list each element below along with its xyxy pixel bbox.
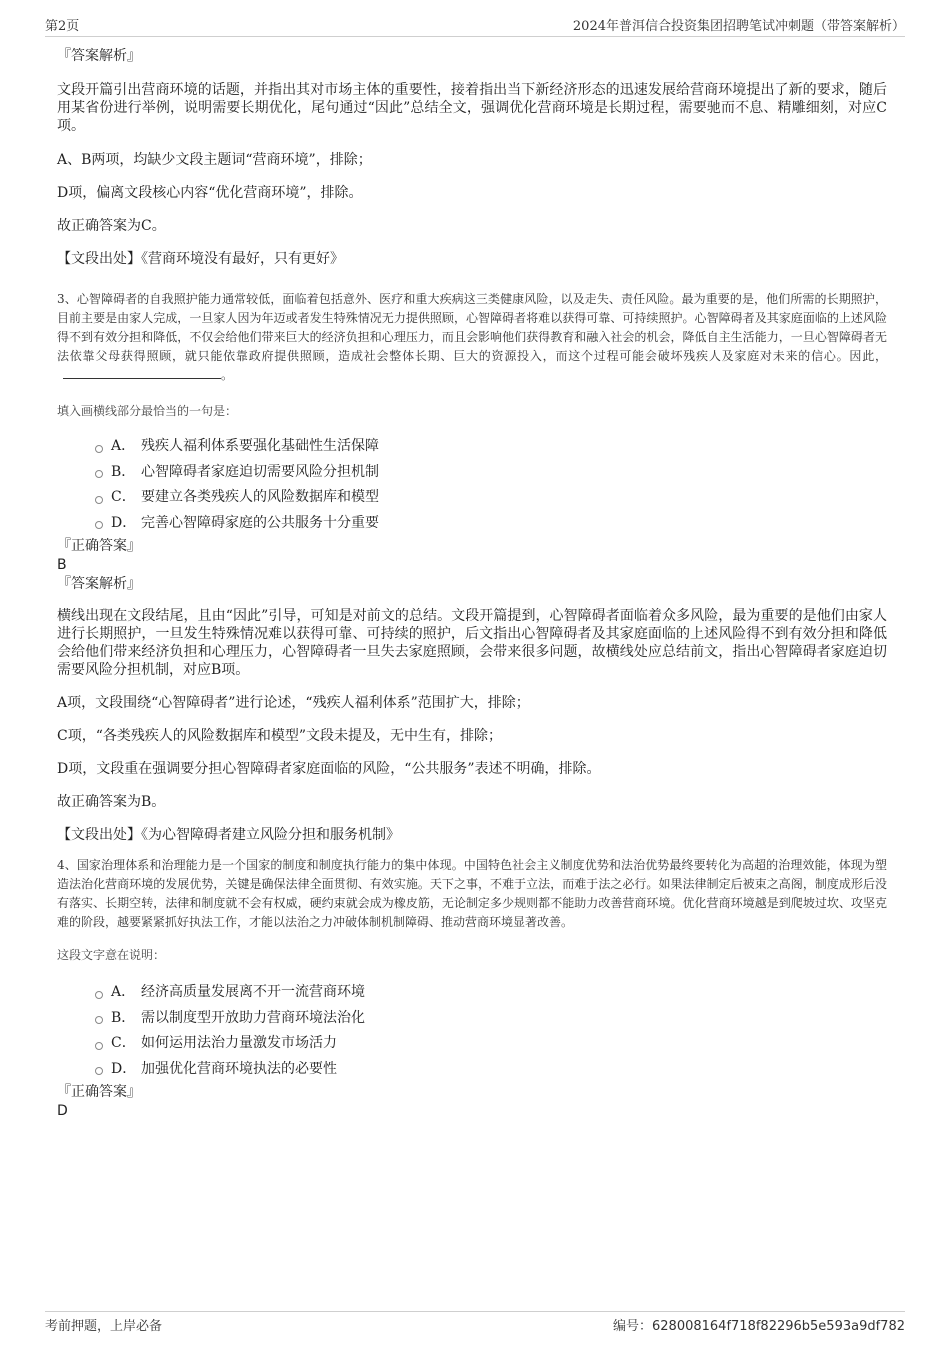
q2-analysis-ab: A、B两项，均缺少文段主题词“营商环境”，排除；: [57, 152, 372, 168]
q4-answer: D: [57, 1103, 68, 1119]
serial-label: 编号：: [613, 1319, 653, 1334]
option-letter: B．: [111, 1009, 136, 1026]
q4-prompt: 这段文字意在说明：: [57, 948, 166, 962]
radio-icon[interactable]: [95, 1067, 103, 1075]
option-text: 加强优化营商环境执法的必要性: [141, 1060, 337, 1077]
option-letter: C．: [111, 1035, 136, 1051]
radio-icon[interactable]: [95, 496, 103, 504]
q3-conclusion: 故正确答案为B。: [57, 794, 166, 810]
page-header: [45, 12, 905, 37]
q3-stem-text: 3、心智障碍者的自我照护能力通常较低，面临着包括意外、医疗和重大疾病这三类健康风险，以及走失、责任风险。最为重要的是，他们所需的长期照护，目前主要是由家人完成，一旦家人因为年迈或者发生特殊情况无力提供照顾，心智障碍者将难以获得可靠、可持续照护。心智障碍者及其家庭面临的上述风险得不到有效分担和降低，不仅会给他们带来巨大的经济负担和心理压力，而且会影响他们获得教育和融入社会的机会，降低自主生活能力，一旦心智障碍者无法依靠父母获得照顾，就只能依靠政府提供照顾，造成社会整体长期、巨大的资源投入，而这个过程可能会破坏残疾人及家庭对未来的信心。因此，: [57, 292, 887, 363]
q4-option-c[interactable]: [95, 1031, 887, 1057]
q3-option-c[interactable]: [95, 485, 887, 511]
option-letter: B．: [111, 463, 136, 480]
q2-source: 【文段出处】《营商环境没有最好，只有更好》: [57, 251, 344, 267]
document-title: 2024年普洱信合投资集团招聘笔试冲刺题（带答案解析）: [572, 19, 905, 34]
q3-prompt: 填入画横线部分最恰当的一句是：: [57, 404, 238, 418]
q3-answer: B: [57, 557, 67, 573]
q3-options: [57, 434, 887, 536]
radio-icon[interactable]: [95, 1016, 103, 1024]
option-text: 如何运用法治力量激发市场活力: [141, 1035, 337, 1051]
q3-analysis-a: A项，文段围绕“心智障碍者”进行论述，“残疾人福利体系”范围扩大，排除；: [57, 695, 530, 711]
q2-analysis-main: 文段开篇引出营商环境的话题，并指出其对市场主体的重要性，接着指出当下新经济形态的迅速发展给营商环境提出了新的要求，随后用某省份进行举例，说明需要长期优化，尾句通过“因此”总结全文，强调优化营商环境是长期过程，需要驰而不息、精雕细刻，对应C项。: [57, 82, 887, 134]
q3-stem: [57, 290, 887, 385]
q3-option-d[interactable]: [95, 511, 887, 537]
q3-option-a[interactable]: [95, 434, 887, 460]
q3-analysis-c: C项，“各类残疾人的风险数据库和模型”文段未提及，无中生有，排除；: [57, 728, 503, 744]
option-letter: D．: [111, 514, 137, 531]
radio-icon[interactable]: [95, 470, 103, 478]
q3-analysis-d: D项，文段重在强调要分担心智障碍者家庭面临的风险，“公共服务”表述不明确，排除。: [57, 761, 601, 777]
q4-option-d[interactable]: [95, 1057, 887, 1083]
q3-source: 【文段出处】《为心智障碍者建立风险分担和服务机制》: [57, 827, 400, 843]
q3-option-b[interactable]: [95, 460, 887, 486]
radio-icon[interactable]: [95, 521, 103, 529]
option-text: 要建立各类残疾人的风险数据库和模型: [141, 489, 379, 505]
q4-options: [57, 980, 887, 1082]
q2-analysis-label: 『答案解析』: [57, 48, 141, 64]
option-letter: C．: [111, 489, 136, 505]
option-text: 心智障碍者家庭迫切需要风险分担机制: [141, 463, 379, 480]
q3-blank: [63, 366, 221, 379]
option-text: 完善心智障碍家庭的公共服务十分重要: [141, 514, 379, 531]
radio-icon[interactable]: [95, 1042, 103, 1050]
q3-answer-label: 『正确答案』: [57, 538, 141, 554]
page-footer: [45, 1311, 905, 1334]
option-letter: D．: [111, 1060, 137, 1077]
serial-value: 628008164f718f82296b5e593a9df782: [652, 1319, 905, 1334]
option-text: 残疾人福利体系要强化基础性生活保障: [141, 438, 379, 454]
q3-stem-end: 。: [221, 368, 234, 382]
option-text: 需以制度型开放助力营商环境法治化: [141, 1009, 365, 1026]
q4-stem: 4、国家治理体系和治理能力是一个国家的制度和制度执行能力的集中体现。中国特色社会主义制度优势和法治优势最终要转化为高超的治理效能，体现为塑造法治化营商环境的发展优势，关键是确保法律全面贯彻、有效实施。天下之事，不难于立法，而难于法之必行。如果法律制定后被束之高阁，制度成形后没有落实、长期空转，法律和制度就不会有权威，硬约束就会成为橡皮筋，无论制定多少规则都不能助力改善营商环境。优化营商环境越是到爬坡过坎、攻坚克难的阶段，越要紧紧抓好执法工作，才能以法治之力冲破体制机制障碍、推动营商环境显著改善。: [57, 858, 887, 929]
q4-option-b[interactable]: [95, 1006, 887, 1032]
option-text: 经济高质量发展离不开一流营商环境: [141, 984, 365, 1000]
page-content: [57, 46, 887, 1120]
footer-serial: [613, 1315, 905, 1334]
q3-analysis-main: 横线出现在文段结尾，且由“因此”引导，可知是对前文的总结。文段开篇提到，心智障碍者面临着众多风险，最为重要的是他们由家人进行长期照护，一旦发生特殊情况难以获得可靠、可持续的照护，后文指出心智障碍者及其家庭面临的上述风险得不到有效分担和降低会给他们带来经济负担和心理压力，心智障碍者一旦失去家庭照顾，会带来很多问题，故横线处应总结前文，指出心智障碍者家庭迫切需要风险分担机制，对应B项。: [57, 608, 887, 678]
option-letter: A．: [111, 438, 136, 454]
q3-analysis-label: 『答案解析』: [57, 576, 141, 592]
q2-analysis-d: D项，偏离文段核心内容“优化营商环境”，排除。: [57, 185, 363, 201]
radio-icon[interactable]: [95, 445, 103, 453]
radio-icon[interactable]: [95, 991, 103, 999]
page-number: 第2页: [45, 19, 80, 34]
q4-option-a[interactable]: [95, 980, 887, 1006]
q4-answer-label: 『正确答案』: [57, 1084, 141, 1100]
option-letter: A．: [111, 984, 136, 1000]
footer-slogan: 考前押题，上岸必备: [45, 1319, 163, 1334]
q2-conclusion: 故正确答案为C。: [57, 218, 166, 234]
